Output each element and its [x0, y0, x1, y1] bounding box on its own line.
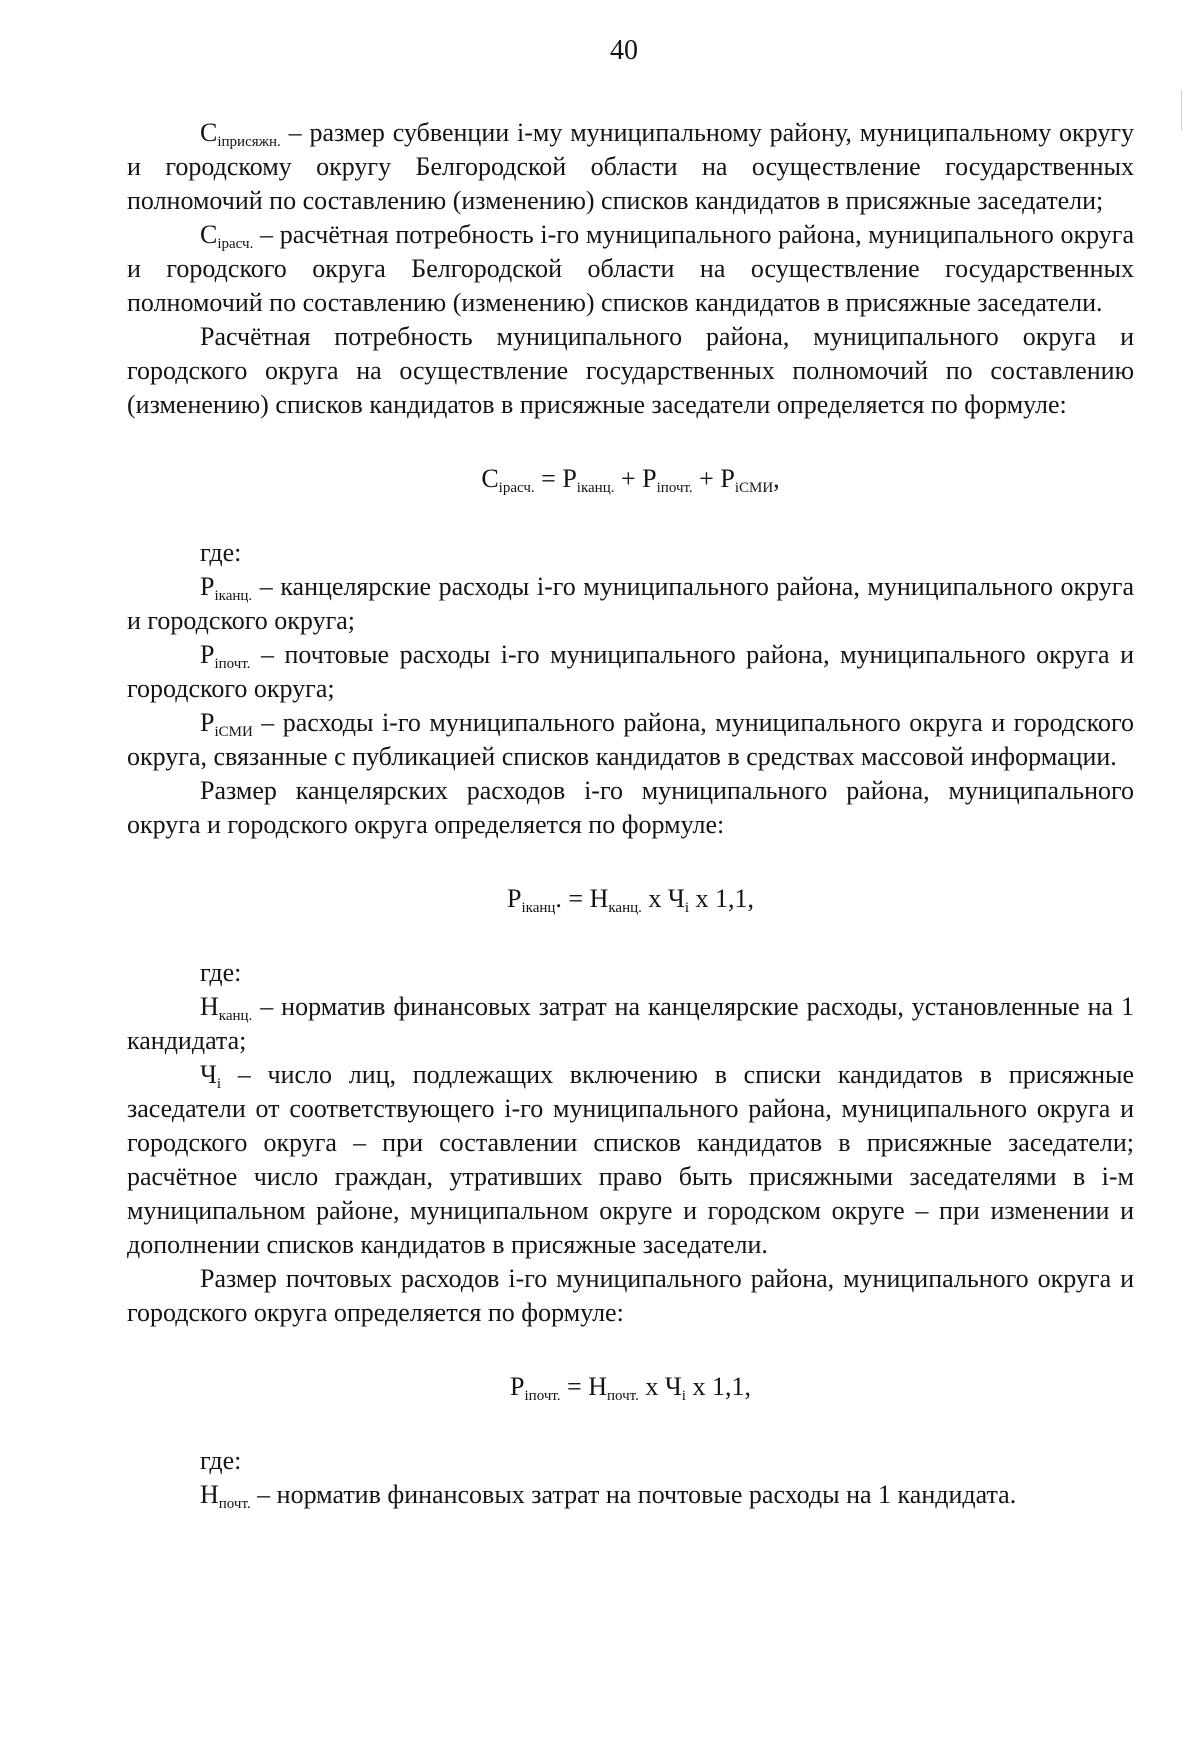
paragraph-kants-intro: Размер канцелярских расходов i-го муниципального района, муниципального округа и городского округа определяется по формуле:: [127, 776, 1134, 839]
where-label-3: где:: [200, 1446, 242, 1475]
symbol-c-prisyazhn: $С_{iприсяжн.}$: [200, 118, 281, 150]
symbol-c-rasch: $С_{iрасч.}$: [200, 220, 254, 252]
document-body: [127, 116, 1134, 1512]
definition-p-smi: $Р_{iСМИ}$ – расходы i-го муниципального района, муниципального округа и городского округа, связанные с публикацией списков кандидатов в средствах массовой информации.: [127, 708, 1134, 771]
formula-p-pocht: $Р_{iпочт.} = Н_{почт.}$ х $Ч_i$ х 1,1,: [510, 1372, 751, 1404]
paragraph-pocht-intro: Размер почтовых расходов i-го муниципального района, муниципального округа и городского округа определяется по формуле:: [127, 1264, 1134, 1327]
where-label-2: где:: [200, 958, 242, 987]
definition-n-kants: $Н_{канц.}$ – норматив финансовых затрат на канцелярские расходы, установленные на 1 кандидата;: [127, 992, 1135, 1055]
definition-p-kants: $Р_{iканц.}$ – канцелярские расходы i-го муниципального района, муниципального округа и городского округа;: [127, 572, 1135, 635]
definition-n-pocht: $Н_{почт.}$ – норматив финансовых затрат на почтовые расходы на 1 кандидата.: [200, 1480, 1017, 1512]
definition-p-pocht: $Р_{iпочт.}$ – почтовые расходы i-го муниципального района, муниципального округа и городского округа;: [127, 640, 1134, 703]
formula-p-kants: $Р_{iканц}$. = $Н_{канц.}$ х $Ч_i$ х 1,1,: [507, 884, 754, 916]
paragraph-rasch-intro: Расчётная потребность муниципального района, муниципального округа и городского округа на осуществление государственных полномочий по составлению (изменению) списков кандидатов в присяжные заседатели определяется по формуле:: [127, 322, 1134, 419]
where-label-1: где:: [200, 538, 242, 567]
definition-c-rasch: $С_{iрасч.}$ – расчётная потребность i-го муниципального района, муниципального округа и городского округа Белгородской области на осуществление государственных полномочий по составлению (изменению) списков кандидатов в присяжные заседатели.: [127, 220, 1135, 317]
scan-edge-mark: [1181, 90, 1182, 130]
formula-c-rasch: $С_{iрасч.} = Р_{iканц.} + Р_{iпочт.} + Р_{iСМИ}$,: [481, 464, 780, 496]
page-number: 40: [610, 35, 638, 66]
definition-c-prisyazhn: $С_{iприсяжн.}$ – размер субвенции i-му муниципальному району, муниципальному округу и городскому округу Белгородской области на осуществление государственных полномочий по составлению (изменению) списков кандидатов в присяжные заседатели;: [127, 118, 1134, 215]
definition-ch-i: $Ч_i$ – число лиц, подлежащих включению в списки кандидатов в присяжные заседатели от соответствующего i-го муниципального района, муниципального округа и городского округа – при составлении списков кандидатов в присяжные заседатели; расчётное число граждан, утративших право быть присяжными заседателями в i-м муниципальном районе, муниципальном округе и городском округе – при изменении и дополнении списков кандидатов в присяжные заседатели.: [127, 1060, 1134, 1259]
